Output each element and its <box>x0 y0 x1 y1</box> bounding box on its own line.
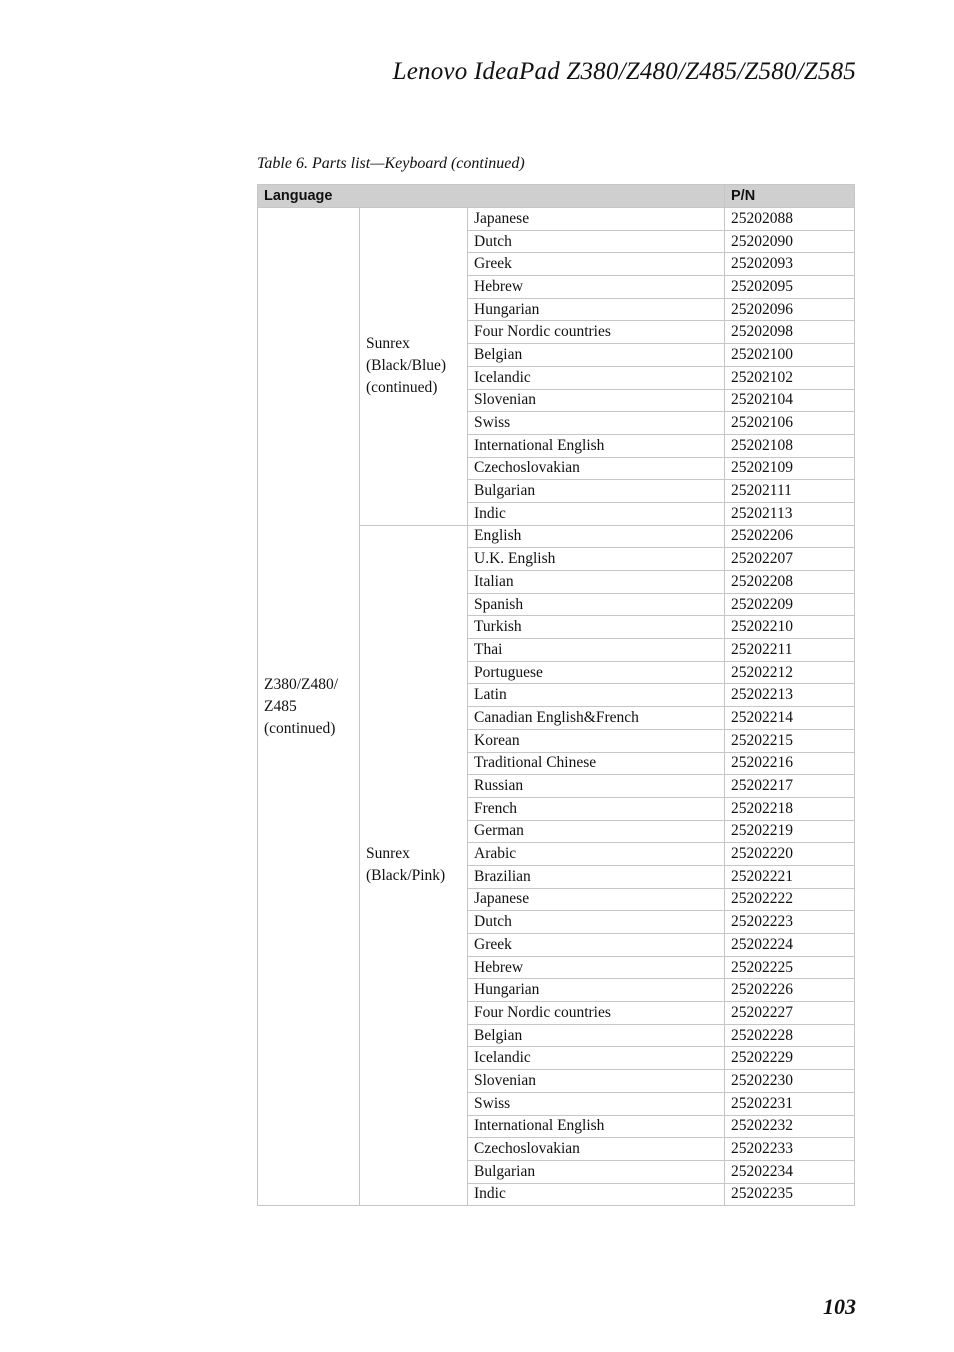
language-cell: French <box>468 797 725 820</box>
part-number-cell: 25202225 <box>725 956 855 979</box>
pn-column-header: P/N <box>725 185 855 208</box>
parts-table-body <box>258 208 855 1206</box>
language-cell: Czechoslovakian <box>468 1138 725 1161</box>
language-cell: Arabic <box>468 843 725 866</box>
part-number-cell: 25202093 <box>725 253 855 276</box>
part-number-cell: 25202233 <box>725 1138 855 1161</box>
part-number-cell: 25202227 <box>725 1002 855 1025</box>
language-cell: Korean <box>468 729 725 752</box>
language-cell: Turkish <box>468 616 725 639</box>
language-cell: Traditional Chinese <box>468 752 725 775</box>
language-cell: Belgian <box>468 344 725 367</box>
language-cell: Dutch <box>468 230 725 253</box>
language-cell: Icelandic <box>468 1047 725 1070</box>
language-cell: Indic <box>468 502 725 525</box>
part-number-cell: 25202104 <box>725 389 855 412</box>
part-number-cell: 25202106 <box>725 412 855 435</box>
table-caption: Table 6. Parts list—Keyboard (continued) <box>257 155 525 172</box>
language-cell: Four Nordic countries <box>468 321 725 344</box>
language-cell: Bulgarian <box>468 1160 725 1183</box>
language-cell: Slovenian <box>468 389 725 412</box>
language-cell: Latin <box>468 684 725 707</box>
part-number-cell: 25202218 <box>725 797 855 820</box>
language-cell: Thai <box>468 639 725 662</box>
part-number-cell: 25202213 <box>725 684 855 707</box>
part-number-cell: 25202217 <box>725 775 855 798</box>
running-header: Lenovo IdeaPad Z380/Z480/Z485/Z580/Z585 <box>392 58 856 85</box>
language-cell: International English <box>468 1115 725 1138</box>
part-number-cell: 25202209 <box>725 593 855 616</box>
parts-table <box>257 184 855 1206</box>
part-number-cell: 25202234 <box>725 1160 855 1183</box>
part-number-cell: 25202212 <box>725 661 855 684</box>
part-number-cell: 25202211 <box>725 639 855 662</box>
language-cell: Canadian English&French <box>468 707 725 730</box>
part-number-cell: 25202109 <box>725 457 855 480</box>
part-number-cell: 25202111 <box>725 480 855 503</box>
part-number-cell: 25202219 <box>725 820 855 843</box>
part-number-cell: 25202102 <box>725 366 855 389</box>
language-cell: Greek <box>468 934 725 957</box>
language-cell: Icelandic <box>468 366 725 389</box>
language-cell: Hebrew <box>468 276 725 299</box>
model-cell: Z380/Z480/ Z485 (continued) <box>258 208 360 1206</box>
page-number: 103 <box>823 1294 856 1319</box>
part-number-cell: 25202108 <box>725 434 855 457</box>
language-cell: U.K. English <box>468 548 725 571</box>
language-cell: Hungarian <box>468 979 725 1002</box>
language-cell: Greek <box>468 253 725 276</box>
part-number-cell: 25202228 <box>725 1024 855 1047</box>
part-number-cell: 25202216 <box>725 752 855 775</box>
language-cell: International English <box>468 434 725 457</box>
language-cell: Belgian <box>468 1024 725 1047</box>
part-number-cell: 25202224 <box>725 934 855 957</box>
language-cell: Indic <box>468 1183 725 1206</box>
language-cell: Japanese <box>468 888 725 911</box>
part-number-cell: 25202095 <box>725 276 855 299</box>
part-number-cell: 25202208 <box>725 571 855 594</box>
language-column-header: Language <box>258 185 725 208</box>
part-number-cell: 25202206 <box>725 525 855 548</box>
table-row <box>258 208 855 231</box>
part-number-cell: 25202100 <box>725 344 855 367</box>
part-number-cell: 25202215 <box>725 729 855 752</box>
part-number-cell: 25202231 <box>725 1092 855 1115</box>
language-cell: Slovenian <box>468 1070 725 1093</box>
language-cell: Swiss <box>468 1092 725 1115</box>
language-cell: English <box>468 525 725 548</box>
part-number-cell: 25202096 <box>725 298 855 321</box>
vendor-group-cell: Sunrex (Black/Blue) (continued) <box>360 208 468 526</box>
vendor-group-cell: Sunrex (Black/Pink) <box>360 525 468 1206</box>
part-number-cell: 25202220 <box>725 843 855 866</box>
part-number-cell: 25202210 <box>725 616 855 639</box>
part-number-cell: 25202222 <box>725 888 855 911</box>
part-number-cell: 25202090 <box>725 230 855 253</box>
part-number-cell: 25202229 <box>725 1047 855 1070</box>
language-cell: Bulgarian <box>468 480 725 503</box>
part-number-cell: 25202226 <box>725 979 855 1002</box>
part-number-cell: 25202223 <box>725 911 855 934</box>
language-cell: Dutch <box>468 911 725 934</box>
language-cell: German <box>468 820 725 843</box>
language-cell: Spanish <box>468 593 725 616</box>
part-number-cell: 25202207 <box>725 548 855 571</box>
language-cell: Hungarian <box>468 298 725 321</box>
language-cell: Swiss <box>468 412 725 435</box>
part-number-cell: 25202113 <box>725 502 855 525</box>
part-number-cell: 25202088 <box>725 208 855 231</box>
language-cell: Czechoslovakian <box>468 457 725 480</box>
language-cell: Portuguese <box>468 661 725 684</box>
part-number-cell: 25202230 <box>725 1070 855 1093</box>
part-number-cell: 25202232 <box>725 1115 855 1138</box>
part-number-cell: 25202214 <box>725 707 855 730</box>
language-cell: Four Nordic countries <box>468 1002 725 1025</box>
language-cell: Italian <box>468 571 725 594</box>
language-cell: Hebrew <box>468 956 725 979</box>
part-number-cell: 25202098 <box>725 321 855 344</box>
language-cell: Brazilian <box>468 865 725 888</box>
part-number-cell: 25202221 <box>725 865 855 888</box>
part-number-cell: 25202235 <box>725 1183 855 1206</box>
language-cell: Russian <box>468 775 725 798</box>
table-header-row <box>258 185 855 208</box>
language-cell: Japanese <box>468 208 725 231</box>
